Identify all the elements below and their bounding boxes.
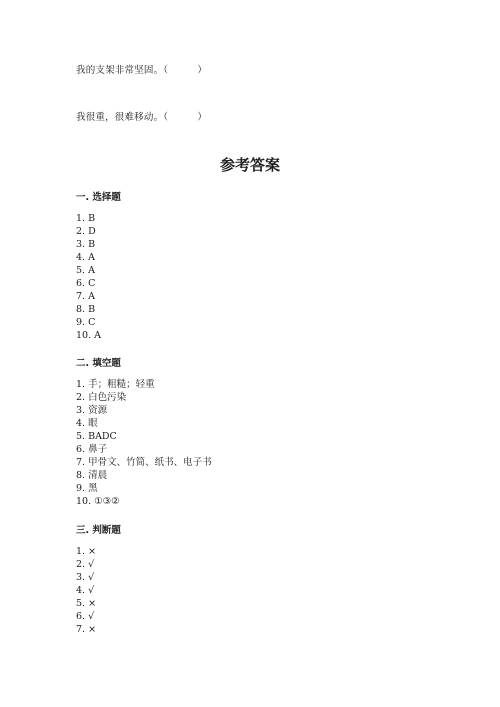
answer-item: 10. A — [76, 330, 101, 341]
answer-item: 5. BADC — [76, 431, 117, 442]
answer-item: 9. 黑 — [76, 483, 98, 494]
section-heading-judge: 三. 判断题 — [76, 525, 121, 536]
answer-item: 6. C — [76, 278, 96, 289]
answer-item: 4. √ — [76, 585, 95, 596]
answer-item: 2. √ — [76, 559, 95, 570]
answer-list-fill — [76, 378, 212, 508]
answer-item: 4. 眼 — [76, 418, 98, 429]
section-heading-fill: 二. 填空题 — [76, 358, 121, 369]
answer-item: 2. 白色污染 — [76, 392, 127, 403]
answer-item: 2. D — [76, 226, 96, 237]
answer-item: 10. ①③② — [76, 496, 120, 507]
answer-item: 1. B — [76, 213, 96, 224]
answer-item: 5. A — [76, 265, 95, 276]
answer-item: 1. 手；粗糙；轻重 — [76, 379, 155, 390]
answer-list-judge — [76, 545, 96, 636]
answer-item: 4. A — [76, 252, 95, 263]
answer-item: 3. B — [76, 239, 96, 250]
question-2: 我很重，很难移动。（ ） — [76, 112, 208, 123]
answer-item: 1. × — [76, 546, 97, 557]
answer-item: 7. 甲骨文、竹简、纸书、电子书 — [76, 457, 212, 468]
answer-list-choice — [76, 212, 101, 342]
section-heading-choice: 一. 选择题 — [76, 192, 121, 203]
answer-item: 6. 鼻子 — [76, 444, 108, 455]
answer-item: 6. √ — [76, 611, 95, 622]
answer-item: 5. × — [76, 598, 97, 609]
answer-item: 9. C — [76, 317, 96, 328]
answer-item: 3. √ — [76, 572, 95, 583]
answer-item: 7. A — [76, 291, 95, 302]
question-1: 我的支架非常坚固。（ ） — [76, 65, 208, 76]
answer-key-title: 参考答案 — [219, 156, 280, 174]
answer-item: 8. B — [76, 304, 96, 315]
answer-item: 3. 资源 — [76, 405, 108, 416]
answer-item: 7. × — [76, 624, 97, 635]
answer-item: 8. 清晨 — [76, 470, 108, 481]
